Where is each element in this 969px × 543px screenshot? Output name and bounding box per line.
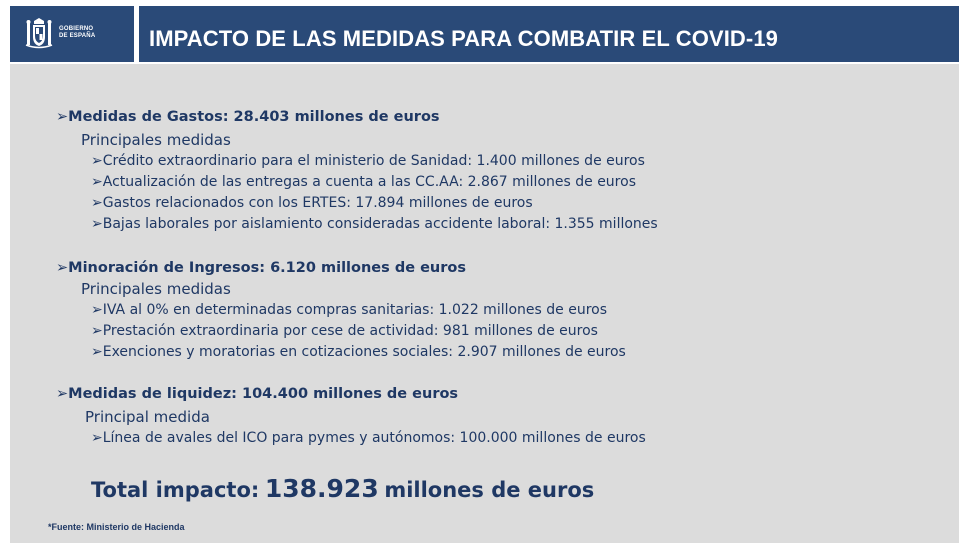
total-unit: millones de euros bbox=[384, 478, 595, 502]
section-heading-liquidez bbox=[56, 386, 458, 402]
government-label-line1: GOBIERNO bbox=[59, 26, 94, 32]
section-heading-text: Minoración de Ingresos: 6.120 millones de euros bbox=[68, 260, 466, 276]
coat-of-arms-icon bbox=[24, 17, 54, 51]
list-item bbox=[91, 174, 636, 190]
list-item bbox=[91, 302, 607, 318]
header-logo-panel bbox=[10, 6, 134, 62]
arrow-bullet-icon: ➢ bbox=[56, 386, 69, 402]
list-item-text: Actualización de las entregas a cuenta a las CC.AA: 2.867 millones de euros bbox=[102, 174, 636, 190]
list-item-text: Bajas laborales por aislamiento consideradas accidente laboral: 1.355 millones bbox=[102, 216, 658, 232]
section-heading-ingresos bbox=[56, 260, 466, 276]
list-item bbox=[91, 153, 645, 169]
government-label-line2: DE ESPAÑA bbox=[59, 33, 96, 39]
arrow-bullet-icon: ➢ bbox=[91, 302, 103, 318]
list-item bbox=[91, 195, 533, 211]
section-subheading: Principales medidas bbox=[81, 131, 231, 149]
list-item bbox=[91, 430, 646, 446]
total-label: Total impacto: bbox=[91, 478, 260, 502]
section-subheading: Principales medidas bbox=[81, 280, 231, 298]
list-item-text: Crédito extraordinario para el ministerio de Sanidad: 1.400 millones de euros bbox=[102, 153, 645, 169]
section-heading-text: Medidas de Gastos: 28.403 millones de euros bbox=[68, 109, 440, 125]
list-item bbox=[91, 323, 598, 339]
content-panel bbox=[10, 64, 959, 543]
list-item-text: Exenciones y moratorias en cotizaciones sociales: 2.907 millones de euros bbox=[102, 344, 626, 360]
total-impact bbox=[91, 474, 594, 503]
arrow-bullet-icon: ➢ bbox=[91, 174, 103, 190]
section-heading-gastos bbox=[56, 109, 440, 125]
list-item-text: Prestación extraordinaria por cese de actividad: 981 millones de euros bbox=[102, 323, 598, 339]
government-label bbox=[59, 26, 95, 40]
section-subheading: Principal medida bbox=[85, 408, 210, 426]
arrow-bullet-icon: ➢ bbox=[56, 260, 69, 276]
section-heading-text: Medidas de liquidez: 104.400 millones de euros bbox=[68, 386, 459, 402]
list-item bbox=[91, 216, 658, 232]
list-item bbox=[91, 344, 626, 360]
header-title-bar bbox=[139, 6, 959, 62]
arrow-bullet-icon: ➢ bbox=[91, 344, 103, 360]
arrow-bullet-icon: ➢ bbox=[56, 109, 69, 125]
arrow-bullet-icon: ➢ bbox=[91, 323, 103, 339]
arrow-bullet-icon: ➢ bbox=[91, 195, 103, 211]
arrow-bullet-icon: ➢ bbox=[91, 430, 103, 446]
list-item-text: IVA al 0% en determinadas compras sanitarias: 1.022 millones de euros bbox=[102, 302, 608, 318]
total-value: 138.923 bbox=[264, 474, 379, 503]
page-title: IMPACTO DE LAS MEDIDAS PARA COMBATIR EL COVID-19 bbox=[149, 26, 778, 51]
list-item-text: Línea de avales del ICO para pymes y autónomos: 100.000 millones de euros bbox=[102, 430, 646, 446]
source-note: *Fuente: Ministerio de Hacienda bbox=[48, 522, 185, 532]
arrow-bullet-icon: ➢ bbox=[91, 216, 103, 232]
arrow-bullet-icon: ➢ bbox=[91, 153, 103, 169]
list-item-text: Gastos relacionados con los ERTES: 17.894 millones de euros bbox=[102, 195, 533, 211]
